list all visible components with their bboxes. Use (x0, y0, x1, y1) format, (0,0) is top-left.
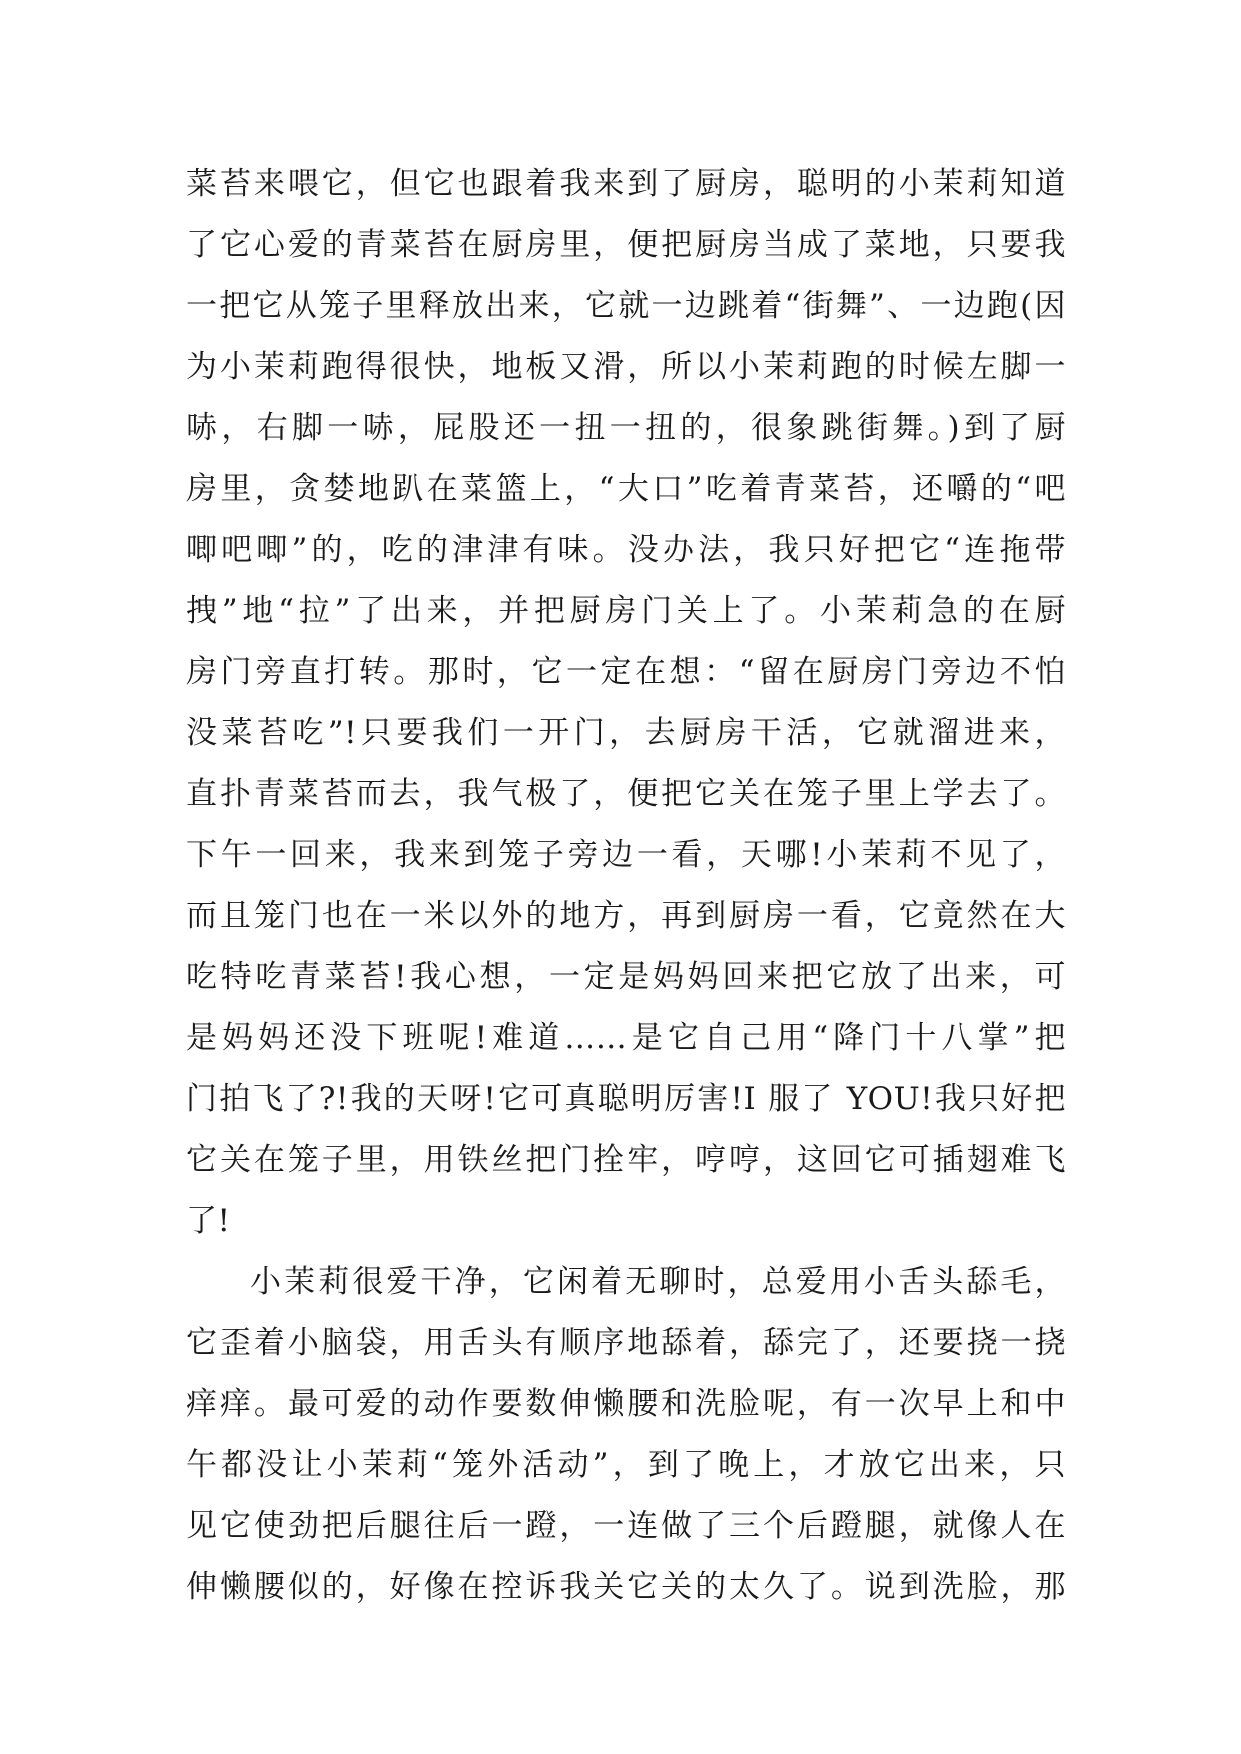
text-line: 它歪着小脑袋，用舌头有顺序地舔着，舔完了，还要挠一挠 (186, 1325, 1066, 1361)
text-line: 痒痒。最可爱的动作要数伸懒腰和洗脸呢，有一次早上和中 (186, 1386, 1066, 1422)
text-line: 吃特吃青菜苔!我心想，一定是妈妈回来把它放了出来，可 (186, 959, 1066, 995)
text-line: 直扑青菜苔而去，我气极了，便把它关在笼子里上学去了。 (186, 776, 1066, 812)
text-line: 一把它从笼子里释放出来，它就一边跳着“街舞”、一边跑(因 (186, 288, 1066, 324)
text-line: 了它心爱的青菜苔在厨房里，便把厨房当成了菜地，只要我 (186, 227, 1066, 263)
text-line: 门拍飞了?!我的天呀!它可真聪明厉害!I 服了 YOU!我只好把 (186, 1081, 1066, 1117)
text-line: 午都没让小茉莉“笼外活动”，到了晚上，才放它出来，只 (186, 1447, 1066, 1483)
text-line: 是妈妈还没下班呢!难道……是它自己用“降门十八掌”把 (186, 1020, 1066, 1056)
text-line: 房门旁直打转。那时，它一定在想：“留在厨房门旁边不怕 (186, 654, 1066, 690)
text-line: 房里，贪婪地趴在菜篮上，“大口”吃着青菜苔，还嚼的“吧 (186, 471, 1066, 507)
text-line: 下午一回来，我来到笼子旁边一看，天哪!小茉莉不见了， (186, 837, 1066, 873)
text-line: 拽”地“拉”了出来，并把厨房门关上了。小茉莉急的在厨 (186, 593, 1066, 629)
body-text (186, 154, 1066, 1618)
text-line: 为小茉莉跑得很快，地板又滑，所以小茉莉跑的时候左脚一 (186, 349, 1066, 385)
text-line: 唧吧唧”的，吃的津津有味。没办法，我只好把它“连拖带 (186, 532, 1066, 568)
text-line: 而且笼门也在一米以外的地方，再到厨房一看，它竟然在大 (186, 898, 1066, 934)
text-line: 了! (186, 1203, 231, 1239)
text-line: 伸懒腰似的，好像在控诉我关它关的太久了。说到洗脸，那 (186, 1569, 1066, 1605)
text-line: 没菜苔吃”!只要我们一开门，去厨房干活，它就溜进来， (186, 715, 1066, 751)
text-line: 哧，右脚一哧，屁股还一扭一扭的，很象跳街舞。)到了厨 (186, 410, 1066, 446)
paragraph-start-line: 小茉莉很爱干净，它闲着无聊时，总爱用小舌头舔毛， (250, 1264, 1066, 1300)
text-line: 菜苔来喂它，但它也跟着我来到了厨房，聪明的小茉莉知道 (186, 166, 1066, 202)
text-line: 它关在笼子里，用铁丝把门拴牢，哼哼，这回它可插翅难飞 (186, 1142, 1066, 1178)
text-line: 见它使劲把后腿往后一蹬，一连做了三个后蹬腿，就像人在 (186, 1508, 1066, 1544)
